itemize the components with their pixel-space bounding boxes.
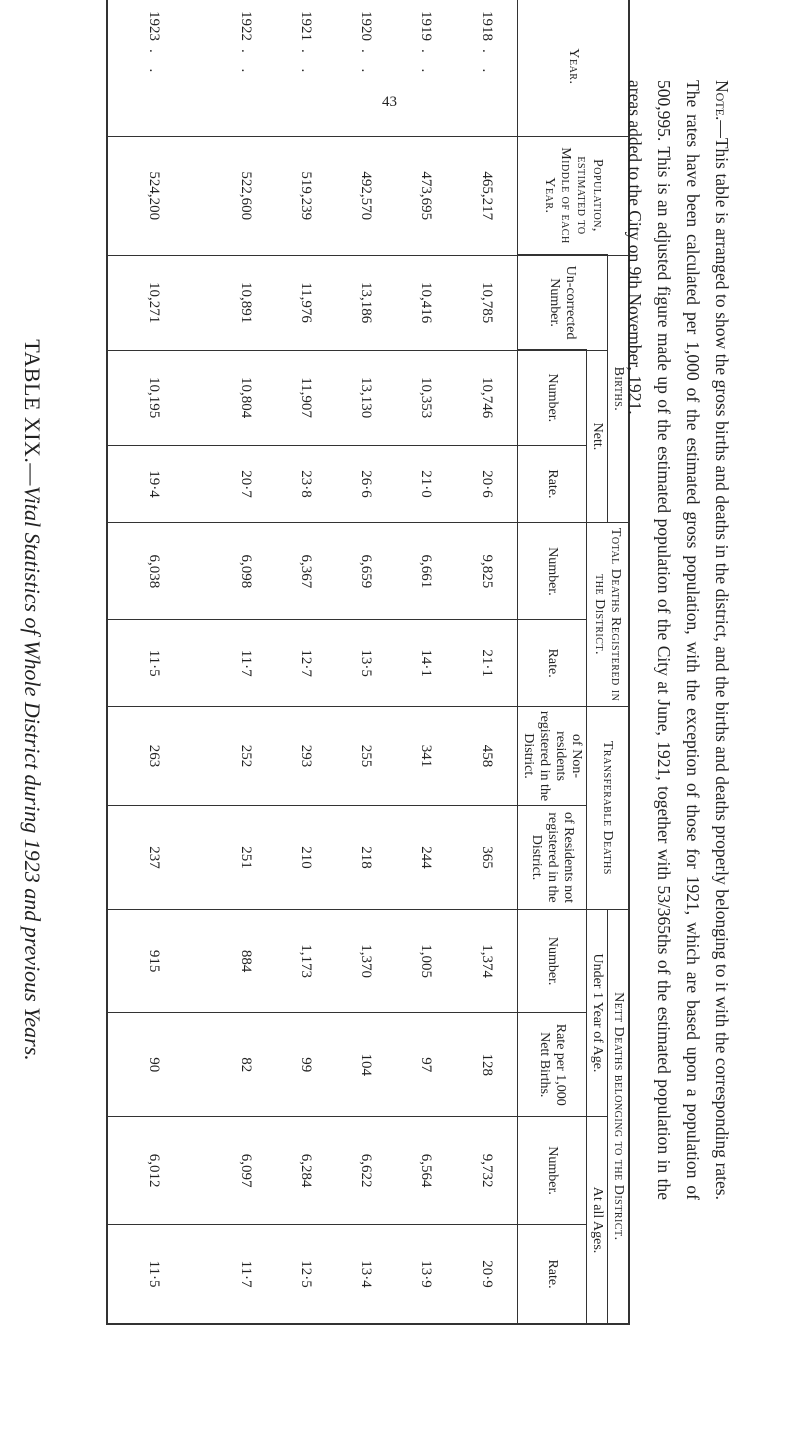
- cell-all-ages-number: 6,564: [396, 1117, 456, 1225]
- table-row: [216, 0, 276, 1324]
- cell-total-deaths-number: 6,659: [336, 523, 396, 620]
- cell-under1-rate: 104: [336, 1013, 396, 1117]
- header-all-ages: At all Ages.: [587, 1117, 608, 1324]
- cell-all-ages-number: 9,732: [456, 1117, 518, 1225]
- cell-total-deaths-number: 6,661: [396, 523, 456, 620]
- cell-residents: 365: [456, 806, 518, 910]
- header-all-ages-rate: Rate.: [518, 1225, 587, 1324]
- cell-all-ages-rate: 13·4: [336, 1225, 396, 1324]
- cell-births-nett-rate: 21·0: [396, 445, 456, 523]
- cell-births-nett-number: 13,130: [336, 350, 396, 445]
- table-title: [12, 70, 52, 1330]
- table-row: [276, 0, 336, 1324]
- cell-population: 524,200: [107, 136, 216, 255]
- cell-residents: 210: [276, 806, 336, 910]
- cell-non-residents: 341: [396, 706, 456, 805]
- header-population: Population, estimated to Middle of each Year.: [518, 136, 630, 255]
- cell-total-deaths-rate: 14·1: [396, 620, 456, 706]
- cell-year: 1922. .: [216, 0, 276, 136]
- header-under1-number: Number.: [518, 909, 587, 1013]
- cell-total-deaths-rate: 11·5: [107, 620, 216, 706]
- header-year: Year.: [518, 0, 630, 136]
- table-title-subtitle: Vital Statistics of Whole District during 1923 and previous Years.: [20, 485, 45, 1061]
- cell-year: 1920. .: [336, 0, 396, 136]
- cell-residents: 237: [107, 806, 216, 910]
- cell-under1-number: 1,370: [336, 909, 396, 1013]
- cell-all-ages-number: 6,097: [216, 1117, 276, 1225]
- cell-residents: 251: [216, 806, 276, 910]
- cell-residents: 218: [336, 806, 396, 910]
- table-row: [336, 0, 396, 1324]
- vital-statistics-table: [106, 0, 630, 1325]
- header-births-nett: Nett.: [587, 350, 608, 523]
- header-nett-deaths: Nett Deaths belonging to the District.: [608, 909, 630, 1324]
- cell-all-ages-number: 6,622: [336, 1117, 396, 1225]
- cell-year: 1918. .: [456, 0, 518, 136]
- cell-non-residents: 252: [216, 706, 276, 805]
- cell-total-deaths-rate: 11·7: [216, 620, 276, 706]
- cell-under1-rate: 82: [216, 1013, 276, 1117]
- cell-all-ages-rate: 13·9: [396, 1225, 456, 1324]
- header-all-ages-number: Number.: [518, 1117, 587, 1225]
- cell-population: 519,239: [276, 136, 336, 255]
- cell-all-ages-number: 6,012: [107, 1117, 216, 1225]
- cell-year: 1921. .: [276, 0, 336, 136]
- cell-total-deaths-rate: 12·7: [276, 620, 336, 706]
- cell-births-nett-rate: 19·4: [107, 445, 216, 523]
- cell-non-residents: 263: [107, 706, 216, 805]
- cell-non-residents: 293: [276, 706, 336, 805]
- cell-births-uncorrected: 10,891: [216, 255, 276, 350]
- cell-under1-rate: 97: [396, 1013, 456, 1117]
- cell-births-uncorrected: 13,186: [336, 255, 396, 350]
- cell-births-nett-number: 10,746: [456, 350, 518, 445]
- cell-year: 1919. .: [396, 0, 456, 136]
- table-row: [107, 0, 216, 1324]
- note-label: Note.: [712, 80, 732, 121]
- cell-under1-rate: 128: [456, 1013, 518, 1117]
- table-note: [616, 80, 736, 1200]
- cell-under1-rate: 90: [107, 1013, 216, 1117]
- cell-all-ages-number: 6,284: [276, 1117, 336, 1225]
- cell-total-deaths-number: 6,367: [276, 523, 336, 620]
- header-births-uncorrected: Un-corrected Number.: [518, 255, 608, 350]
- cell-births-nett-number: 10,195: [107, 350, 216, 445]
- cell-births-nett-rate: 20·7: [216, 445, 276, 523]
- cell-under1-rate: 99: [276, 1013, 336, 1117]
- cell-year: 1923. .: [107, 0, 216, 136]
- cell-non-residents: 255: [336, 706, 396, 805]
- cell-births-uncorrected: 10,785: [456, 255, 518, 350]
- cell-total-deaths-number: 6,098: [216, 523, 276, 620]
- header-under-1: Under 1 Year of Age.: [587, 909, 608, 1116]
- cell-births-nett-rate: 23·8: [276, 445, 336, 523]
- note-text: —This table is arranged to show the gross births and deaths in the district, and the births and deaths properly belonging to it with the corresponding rates. The rates have been calculated per 1,000 of the estimated gross population, with the exception of those for 1921, which are based upon a population of 500,995. This is an adjusted figure made up of the estimated population of the City at June, 1921, together with 53/365ths of the estimated population in the areas added to the City on 9th November, 1921.: [625, 80, 732, 1200]
- header-under1-rate: Rate per 1,000 Nett Births.: [518, 1013, 587, 1117]
- cell-all-ages-rate: 11·7: [216, 1225, 276, 1324]
- table-row: [456, 0, 518, 1324]
- header-residents: of Residents not registered in the District.: [518, 806, 587, 910]
- cell-births-uncorrected: 10,416: [396, 255, 456, 350]
- cell-non-residents: 458: [456, 706, 518, 805]
- cell-births-nett-number: 10,804: [216, 350, 276, 445]
- header-transferable-deaths: Transferable Deaths: [587, 706, 630, 909]
- cell-under1-number: 1,374: [456, 909, 518, 1013]
- table-row: [396, 0, 456, 1324]
- cell-population: 465,217: [456, 136, 518, 255]
- header-births-rate: Rate.: [518, 445, 587, 523]
- cell-total-deaths-number: 6,038: [107, 523, 216, 620]
- cell-under1-number: 884: [216, 909, 276, 1013]
- cell-residents: 244: [396, 806, 456, 910]
- vital-statistics-table-container: [106, 0, 630, 1325]
- cell-under1-number: 1,173: [276, 909, 336, 1013]
- cell-under1-number: 915: [107, 909, 216, 1013]
- cell-under1-number: 1,005: [396, 909, 456, 1013]
- cell-population: 492,570: [336, 136, 396, 255]
- cell-total-deaths-rate: 21·1: [456, 620, 518, 706]
- cell-births-uncorrected: 10,271: [107, 255, 216, 350]
- cell-births-uncorrected: 11,976: [276, 255, 336, 350]
- cell-population: 473,695: [396, 136, 456, 255]
- cell-all-ages-rate: 11·5: [107, 1225, 216, 1324]
- cell-population: 522,600: [216, 136, 276, 255]
- cell-all-ages-rate: 20·9: [456, 1225, 518, 1324]
- cell-births-nett-rate: 20·6: [456, 445, 518, 523]
- cell-births-nett-number: 11,907: [276, 350, 336, 445]
- cell-total-deaths-number: 9,825: [456, 523, 518, 620]
- header-total-deaths-rate: Rate.: [518, 620, 587, 706]
- header-births: Births.: [608, 255, 630, 523]
- cell-births-nett-number: 10,353: [396, 350, 456, 445]
- cell-all-ages-rate: 12·5: [276, 1225, 336, 1324]
- cell-births-nett-rate: 26·6: [336, 445, 396, 523]
- header-non-residents: of Non-residents registered in the District.: [518, 706, 587, 805]
- table-title-heading: TABLE XIX.—: [20, 339, 45, 486]
- header-births-number: Number.: [518, 350, 587, 445]
- cell-total-deaths-rate: 13·5: [336, 620, 396, 706]
- page-number: 43: [382, 94, 397, 110]
- header-total-deaths-number: Number.: [518, 523, 587, 620]
- header-total-deaths: Total Deaths Registered in the District.: [587, 523, 630, 707]
